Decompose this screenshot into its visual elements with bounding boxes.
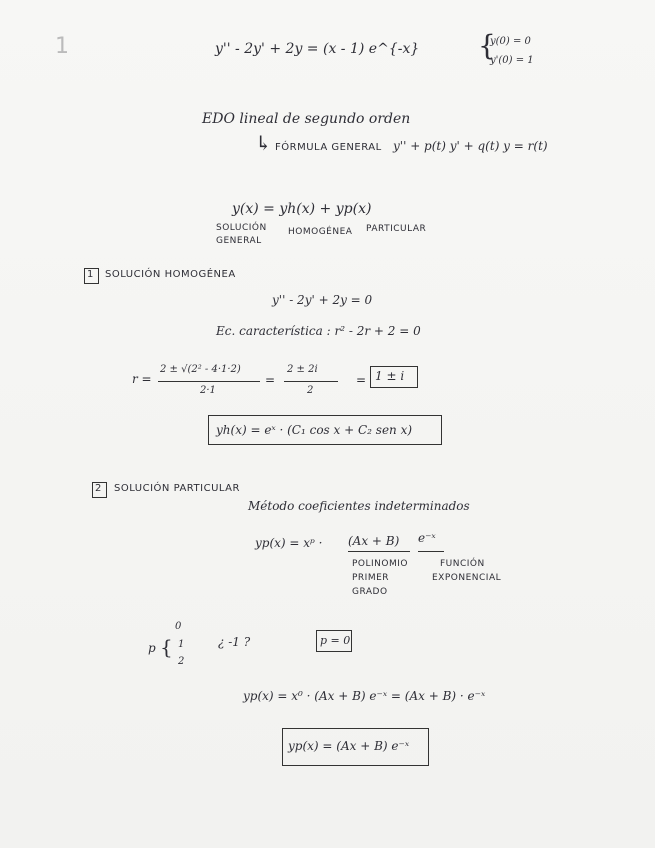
label-general-2: GENERAL bbox=[216, 236, 262, 246]
page-mark: 1 bbox=[55, 34, 69, 59]
polynomial-label-3: GRADO bbox=[352, 587, 388, 597]
initial-condition-2: y'(0) = 1 bbox=[490, 55, 534, 66]
label-homogenea: HOMOGÉNEA bbox=[288, 227, 353, 237]
p-option-1: 1 bbox=[178, 639, 185, 650]
polynomial-label-1: POLINOMIO bbox=[352, 559, 408, 569]
polynomial-underline bbox=[348, 551, 410, 552]
particular-solution: yp(x) = (Ax + B) e⁻ˣ bbox=[288, 739, 410, 753]
section2-number: 2 bbox=[95, 483, 102, 494]
polynomial-label-2: PRIMER bbox=[352, 573, 390, 583]
classification-title: EDO lineal de segundo orden bbox=[202, 111, 411, 127]
equals-sign-1: = bbox=[265, 373, 276, 387]
p-value: p = 0 bbox=[320, 634, 351, 647]
homogeneous-solution: yh(x) = eˣ · (C₁ cos x + C₂ sen x) bbox=[216, 423, 413, 437]
section1-number: 1 bbox=[87, 269, 94, 280]
exponential-label-1: FUNCIÓN bbox=[440, 559, 485, 569]
fraction1-numerator: 2 ± √(2² - 4·1·2) bbox=[160, 364, 241, 375]
label-general-1: SOLUCIÓN bbox=[216, 223, 267, 233]
characteristic-roots: 1 ± i bbox=[375, 369, 405, 383]
arrow-icon: ↳ bbox=[255, 131, 272, 155]
initial-conditions-brace: { bbox=[478, 29, 496, 62]
initial-condition-1: y(0) = 0 bbox=[490, 36, 531, 47]
method-title: Método coeficientes indeterminados bbox=[248, 499, 470, 513]
particular-form-exponential: e⁻ˣ bbox=[418, 531, 436, 545]
fraction2-bar bbox=[284, 381, 338, 382]
fraction1-denominator: 2·1 bbox=[200, 385, 216, 396]
particular-substitution: yp(x) = x⁰ · (Ax + B) e⁻ˣ = (Ax + B) · e⁻ˣ bbox=[243, 689, 486, 703]
formula-label: FÓRMULA GENERAL bbox=[275, 142, 382, 153]
fraction2-numerator: 2 ± 2i bbox=[287, 364, 318, 375]
equals-sign-2: = bbox=[356, 373, 367, 387]
fraction1-bar bbox=[158, 381, 260, 382]
p-label: p bbox=[148, 641, 156, 655]
particular-form-polynomial: (Ax + B) bbox=[348, 534, 400, 548]
p-brace: { bbox=[160, 635, 173, 659]
characteristic-equation: Ec. característica : r² - 2r + 2 = 0 bbox=[216, 324, 421, 338]
general-formula: y'' + p(t) y' + q(t) y = r(t) bbox=[393, 139, 548, 153]
p-option-0: 0 bbox=[175, 621, 182, 632]
section1-title: SOLUCIÓN HOMOGÉNEA bbox=[105, 269, 236, 280]
problem-equation: y'' - 2y' + 2y = (x - 1) e^{-x} bbox=[215, 41, 420, 57]
p-question: ¿ -1 ? bbox=[218, 635, 251, 649]
homogeneous-equation: y'' - 2y' + 2y = 0 bbox=[272, 293, 373, 307]
fraction2-denominator: 2 bbox=[307, 385, 314, 396]
r-label: r = bbox=[132, 372, 152, 386]
section2-title: SOLUCIÓN PARTICULAR bbox=[114, 483, 240, 494]
label-particular: PARTICULAR bbox=[366, 224, 427, 234]
exponential-label-2: EXPONENCIAL bbox=[432, 573, 502, 583]
particular-form-lhs: yp(x) = xᵖ · bbox=[255, 536, 323, 550]
exponential-underline bbox=[418, 551, 444, 552]
solution-decomposition: y(x) = yh(x) + yp(x) bbox=[232, 201, 372, 217]
p-option-2: 2 bbox=[178, 656, 185, 667]
